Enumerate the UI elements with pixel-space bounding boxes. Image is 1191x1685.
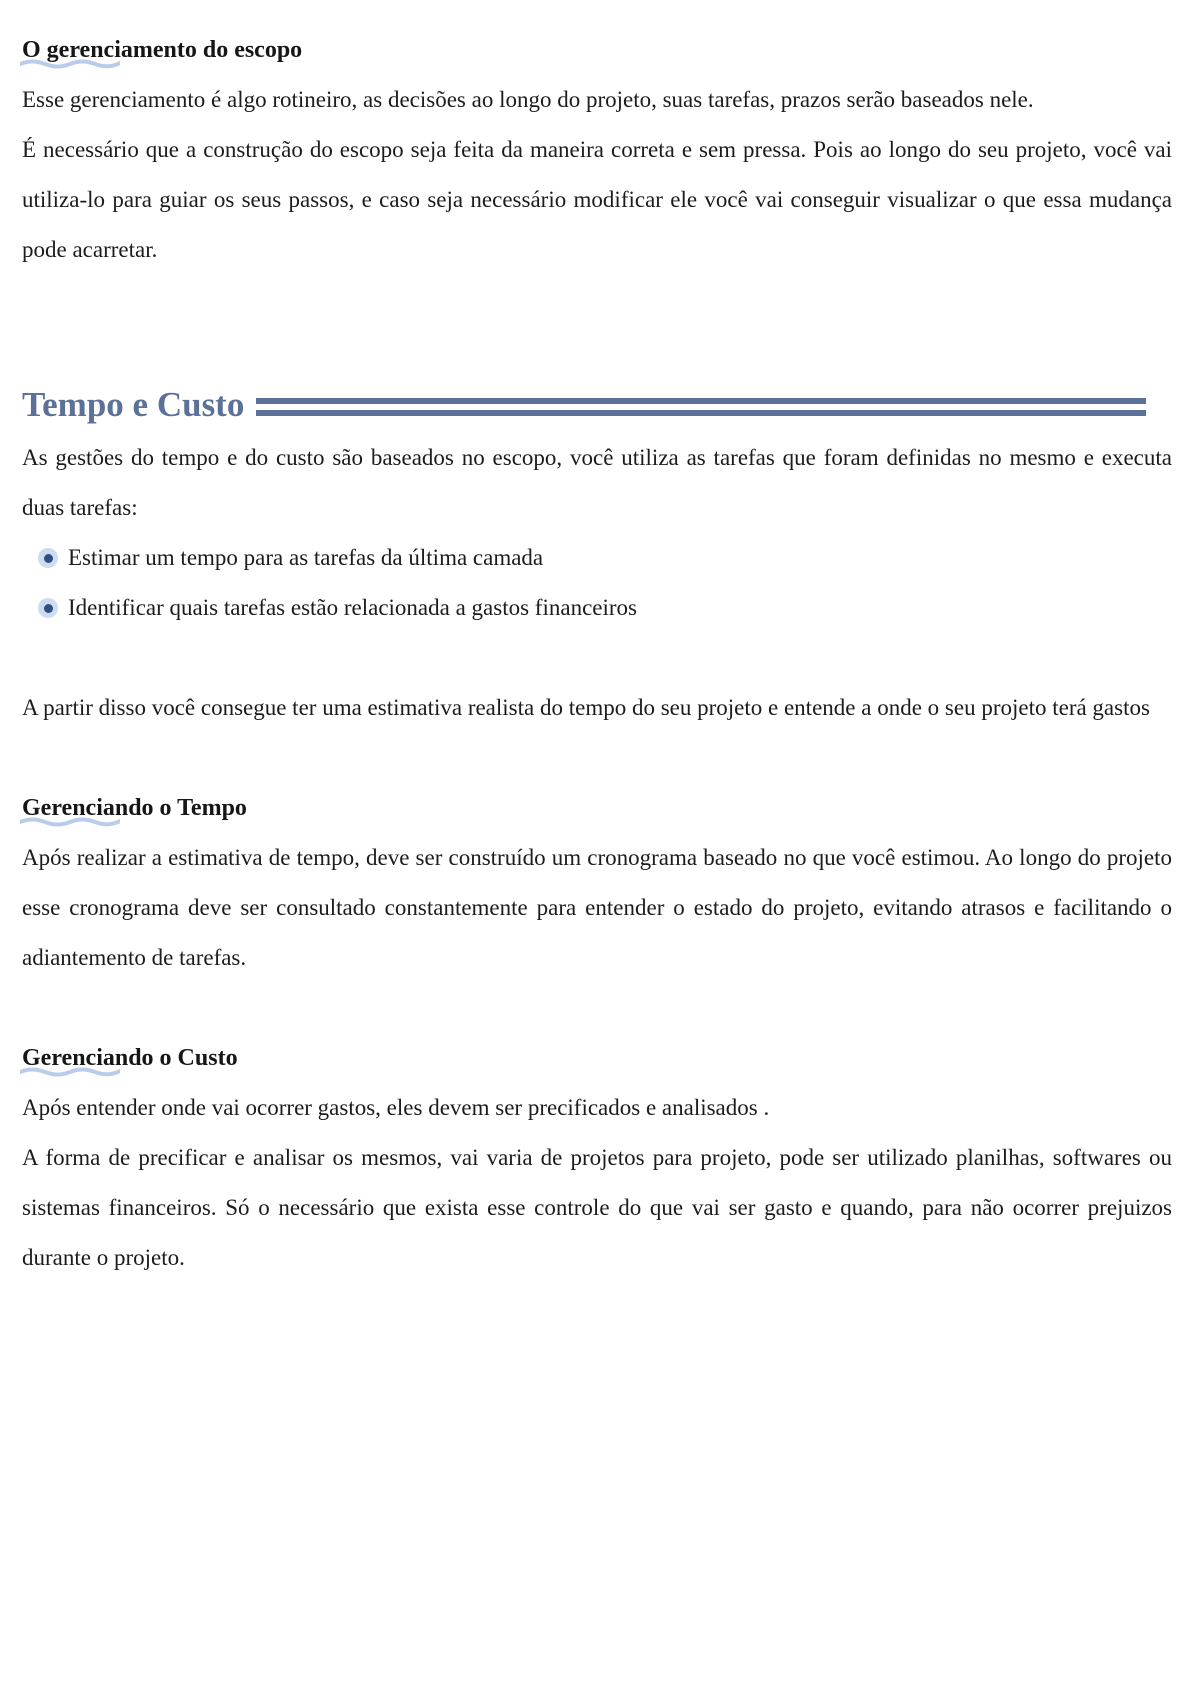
bullet-text: Estimar um tempo para as tarefas da última camada	[68, 545, 544, 570]
scope-paragraph-1: Esse gerenciamento é algo rotineiro, as decisões ao longo do projeto, suas tarefas, prazos serão baseados nele.	[22, 87, 1034, 112]
scope-paragraph-2: É necessário que a construção do escopo seja feita da maneira correta e sem pressa. Pois ao longo do seu projeto, você vai utiliza-lo para guiar os seus passos, e caso seja necessário modificar ele você vai conseguir visualizar o que essa mudança pode acarretar.	[22, 137, 1172, 262]
time-heading: Gerenciando o Tempo	[22, 783, 247, 833]
title-double-rule	[256, 398, 1146, 418]
scope-heading: O gerenciamento do escopo	[22, 25, 302, 75]
time-paragraph: Após realizar a estimativa de tempo, deve ser construído um cronograma baseado no que você estimou. Ao longo do projeto esse cronograma deve ser consultado constantemente para entender o estado do projeto, evitando atrasos e facilitando o adiantemento de tarefas.	[22, 845, 1172, 970]
bullet-text: Identificar quais tarefas estão relacionada a gastos financeiros	[68, 595, 637, 620]
time-cost-bullet-list	[22, 533, 1172, 633]
bullet-dot-icon	[38, 548, 58, 568]
list-item	[22, 583, 1172, 633]
cost-paragraph-2: A forma de precificar e analisar os mesmos, vai varia de projetos para projeto, pode ser utilizado planilhas, softwares ou sistemas financeiros. Só o necessário que exista esse controle do que vai ser gasto e quando, para não ocorrer prejuizos durante o projeto.	[22, 1145, 1172, 1270]
list-item	[22, 533, 1172, 583]
cost-heading: Gerenciando o Custo	[22, 1033, 238, 1083]
section-title-tempo-custo: Tempo e Custo	[22, 385, 245, 424]
cost-paragraph-1: Após entender onde vai ocorrer gastos, eles devem ser precificados e analisados .	[22, 1095, 770, 1120]
title-rule-line-bottom	[256, 410, 1146, 416]
title-rule-line-top	[256, 398, 1146, 404]
time-cost-conclusion: A partir disso você consegue ter uma estimativa realista do tempo do seu projeto e entende a onde o seu projeto terá gastos	[22, 695, 1150, 720]
document-page	[22, 0, 1172, 1283]
section-title-row	[22, 377, 1172, 433]
bullet-dot-icon	[38, 598, 58, 618]
time-cost-intro: As gestões do tempo e do custo são baseados no escopo, você utiliza as tarefas que foram definidas no mesmo e executa duas tarefas:	[22, 445, 1172, 520]
